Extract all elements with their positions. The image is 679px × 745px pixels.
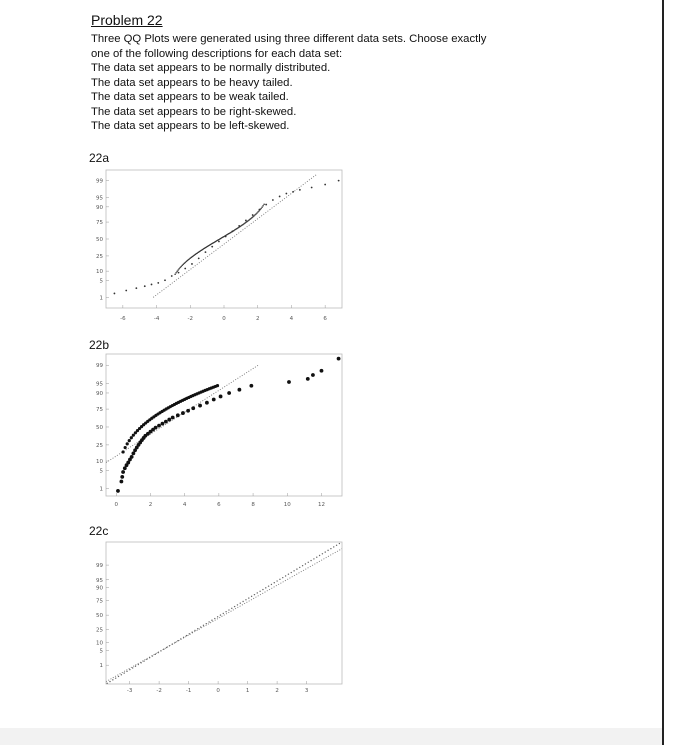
data-point <box>197 628 198 629</box>
data-point <box>223 613 224 614</box>
y-tick-label: 5 <box>99 648 103 655</box>
data-point <box>184 268 186 270</box>
x-tick-label: 12 <box>317 502 325 508</box>
data-point <box>191 631 192 632</box>
qq-plot-22c <box>84 538 346 698</box>
data-point <box>208 621 209 622</box>
page-bottom-band <box>0 728 662 745</box>
data-point <box>166 647 167 648</box>
data-point <box>121 470 125 474</box>
data-point <box>299 189 301 191</box>
data-point <box>126 442 129 445</box>
y-tick-label: 10 <box>96 459 103 466</box>
data-point <box>259 591 260 592</box>
data-point <box>228 609 229 610</box>
data-point <box>178 272 180 274</box>
data-point <box>130 436 133 439</box>
data-point <box>248 597 249 598</box>
data-point <box>262 205 264 207</box>
data-point <box>171 416 175 420</box>
data-point <box>218 241 220 243</box>
data-point <box>167 418 171 422</box>
x-tick-label: 2 <box>148 502 153 508</box>
data-point <box>172 643 173 644</box>
data-point <box>308 562 309 563</box>
data-point <box>128 439 131 442</box>
data-point <box>138 664 139 665</box>
y-tick-label: 5 <box>99 278 103 285</box>
option-right-skewed: The data set appears to be right-skewed. <box>91 105 297 118</box>
data-point <box>311 187 313 189</box>
data-point <box>106 683 107 684</box>
x-tick-label: 6 <box>323 316 327 322</box>
data-point <box>125 290 127 292</box>
y-tick-label: 95 <box>96 381 103 388</box>
y-tick-label: 1 <box>99 295 103 302</box>
data-point <box>251 596 252 597</box>
data-point <box>265 204 267 206</box>
data-point <box>194 630 195 631</box>
data-point <box>135 666 136 667</box>
x-tick-label: -2 <box>156 688 162 694</box>
data-point <box>109 681 110 682</box>
data-point <box>149 657 150 658</box>
data-point <box>311 373 315 377</box>
y-tick-label: 10 <box>96 269 103 276</box>
data-point <box>118 676 119 677</box>
data-point <box>296 568 297 569</box>
y-tick-label: 75 <box>96 598 103 605</box>
data-point <box>268 585 269 586</box>
data-point <box>205 401 209 405</box>
data-point <box>276 580 277 581</box>
data-point <box>271 584 272 585</box>
data-point <box>205 251 207 253</box>
data-point <box>181 411 185 415</box>
plot-frame <box>106 170 342 308</box>
x-tick-label: 0 <box>114 502 119 508</box>
data-point <box>200 626 201 627</box>
data-point <box>337 357 341 361</box>
x-tick-label: -2 <box>187 316 194 322</box>
data-point <box>217 616 218 617</box>
data-point <box>272 199 274 201</box>
qq-plot-22a <box>84 168 346 328</box>
data-point <box>262 589 263 590</box>
data-point <box>183 637 184 638</box>
data-point <box>231 608 232 609</box>
x-tick-label: -1 <box>185 688 192 694</box>
x-tick-label: 3 <box>304 688 309 694</box>
data-point <box>302 565 303 566</box>
data-point <box>176 271 178 273</box>
y-tick-label: 90 <box>96 585 103 592</box>
data-point <box>240 603 241 604</box>
data-point <box>152 655 153 656</box>
x-tick-label: -3 <box>126 688 133 694</box>
y-tick-label: 75 <box>96 407 103 414</box>
data-point <box>120 475 124 479</box>
x-tick-label: -4 <box>153 316 160 322</box>
y-tick-label: 5 <box>99 468 103 475</box>
y-tick-label: 50 <box>96 237 103 243</box>
data-point <box>143 660 144 661</box>
y-tick-label: 99 <box>96 178 103 185</box>
data-point <box>254 594 255 595</box>
data-point <box>237 604 238 605</box>
data-point <box>116 489 120 493</box>
data-point <box>324 184 326 186</box>
data-point <box>140 662 141 663</box>
data-point <box>293 570 294 571</box>
data-point <box>135 287 137 289</box>
data-point <box>320 369 324 373</box>
data-point <box>160 650 161 651</box>
data-point <box>257 211 259 213</box>
data-point <box>234 606 235 607</box>
data-point <box>291 572 292 573</box>
data-point <box>191 263 193 265</box>
data-point <box>157 652 158 653</box>
x-tick-label: 4 <box>289 316 294 322</box>
data-point <box>146 659 147 660</box>
data-point <box>237 388 241 392</box>
data-point <box>287 380 291 384</box>
data-point <box>164 279 166 281</box>
qq-plot-22b <box>84 352 346 514</box>
option-normal: The data set appears to be normally distributed. <box>91 62 331 74</box>
data-point <box>163 649 164 650</box>
plot-label-22b: 22b <box>89 338 110 352</box>
reference-line <box>153 174 317 297</box>
plot-frame <box>106 354 342 496</box>
y-tick-label: 50 <box>96 613 103 620</box>
data-point <box>112 679 113 680</box>
x-tick-label: 6 <box>217 502 221 508</box>
y-tick-label: 90 <box>96 390 103 397</box>
data-point <box>225 611 226 612</box>
data-point <box>279 196 281 198</box>
data-point <box>285 575 286 576</box>
option-heavy-tailed: The data set appears to be heavy tailed. <box>91 76 293 89</box>
intro-line-1: Three QQ Plots were generated using three different data sets. Choose exactly <box>91 33 487 45</box>
intro-line-2: one of the following descriptions for each data set: <box>91 47 343 60</box>
data-point <box>115 677 116 678</box>
data-point <box>299 567 300 568</box>
data-point <box>189 633 190 634</box>
data-point <box>186 635 187 636</box>
data-point <box>249 384 253 388</box>
data-point <box>310 560 311 561</box>
y-tick-label: 1 <box>99 663 103 670</box>
data-point <box>171 275 173 277</box>
data-point <box>203 625 204 626</box>
data-point <box>157 424 161 428</box>
problem-text <box>91 12 651 134</box>
data-point <box>333 546 334 547</box>
y-tick-label: 50 <box>96 424 103 431</box>
data-point <box>306 377 310 381</box>
data-point <box>260 208 262 210</box>
data-point <box>265 587 266 588</box>
data-point <box>279 579 280 580</box>
data-point <box>220 614 221 615</box>
data-point <box>198 257 200 259</box>
x-tick-label: 2 <box>255 316 260 322</box>
data-point <box>176 413 180 417</box>
data-point <box>122 450 125 453</box>
data-point <box>242 601 243 602</box>
x-tick-label: 2 <box>275 688 279 694</box>
problem-title: Problem 22 <box>91 12 163 28</box>
data-point <box>161 422 165 426</box>
data-point <box>216 384 219 387</box>
data-point <box>154 426 158 430</box>
data-point <box>175 272 177 274</box>
y-tick-label: 95 <box>96 195 103 202</box>
data-point <box>258 210 260 212</box>
data-point <box>211 620 212 621</box>
data-point <box>214 618 215 619</box>
data-point <box>132 667 133 668</box>
data-point <box>121 674 122 675</box>
y-tick-label: 10 <box>96 640 103 647</box>
data-point <box>316 556 317 557</box>
data-point <box>178 268 180 270</box>
data-point <box>174 642 175 643</box>
data-point <box>313 558 314 559</box>
data-point <box>177 640 178 641</box>
data-point <box>259 209 261 211</box>
x-tick-label: 4 <box>182 502 187 508</box>
data-point <box>288 574 289 575</box>
data-point <box>305 563 306 564</box>
y-tick-label: 25 <box>96 442 103 449</box>
data-point <box>330 548 331 549</box>
y-tick-label: 90 <box>96 204 103 211</box>
data-point <box>198 404 202 408</box>
data-point <box>144 285 146 287</box>
data-point <box>274 582 275 583</box>
data-point <box>177 269 179 271</box>
data-point <box>124 446 127 449</box>
data-point <box>257 592 258 593</box>
data-point <box>126 671 127 672</box>
data-point <box>130 455 134 459</box>
data-point <box>157 282 159 284</box>
y-tick-label: 25 <box>96 627 103 634</box>
data-point <box>227 391 231 395</box>
data-point <box>155 654 156 655</box>
data-point <box>119 480 123 484</box>
x-tick-label: 8 <box>251 502 255 508</box>
data-point <box>129 669 130 670</box>
data-point <box>261 206 263 208</box>
option-left-skewed: The data set appears to be left-skewed. <box>91 120 290 132</box>
data-point <box>327 550 328 551</box>
data-point <box>336 545 337 546</box>
data-point <box>319 555 320 556</box>
y-tick-label: 99 <box>96 563 103 570</box>
plot-label-22a: 22a <box>89 151 110 165</box>
data-point <box>325 551 326 552</box>
data-point <box>263 204 265 206</box>
data-point <box>179 267 181 269</box>
data-point <box>186 409 190 413</box>
x-tick-label: 0 <box>222 316 226 322</box>
data-point <box>151 284 153 286</box>
data-point <box>206 623 207 624</box>
data-point <box>164 420 168 424</box>
data-point <box>191 406 195 410</box>
y-tick-label: 1 <box>99 486 103 493</box>
y-tick-label: 95 <box>96 577 103 584</box>
data-point <box>282 577 283 578</box>
x-tick-label: -6 <box>120 316 126 322</box>
data-point <box>212 398 216 402</box>
data-point <box>219 395 223 399</box>
page-edge <box>662 0 664 745</box>
data-point <box>180 638 181 639</box>
data-point <box>245 599 246 600</box>
data-point <box>285 193 287 195</box>
y-tick-label: 99 <box>96 363 103 370</box>
plot-label-22c: 22c <box>89 524 109 538</box>
data-point <box>338 180 340 182</box>
x-tick-label: 0 <box>216 688 220 694</box>
x-tick-label: 1 <box>245 688 250 694</box>
y-tick-label: 75 <box>96 220 103 227</box>
data-point <box>322 553 323 554</box>
option-weak-tailed: The data set appears to be weak tailed. <box>91 91 289 103</box>
reference-line <box>106 549 342 682</box>
data-point <box>174 274 176 276</box>
data-point <box>114 293 116 295</box>
data-point <box>292 191 294 193</box>
x-tick-label: 10 <box>283 502 291 508</box>
data-point <box>339 543 340 544</box>
data-point <box>211 246 213 248</box>
y-tick-label: 25 <box>96 253 103 260</box>
data-point <box>123 672 124 673</box>
data-point <box>169 645 170 646</box>
